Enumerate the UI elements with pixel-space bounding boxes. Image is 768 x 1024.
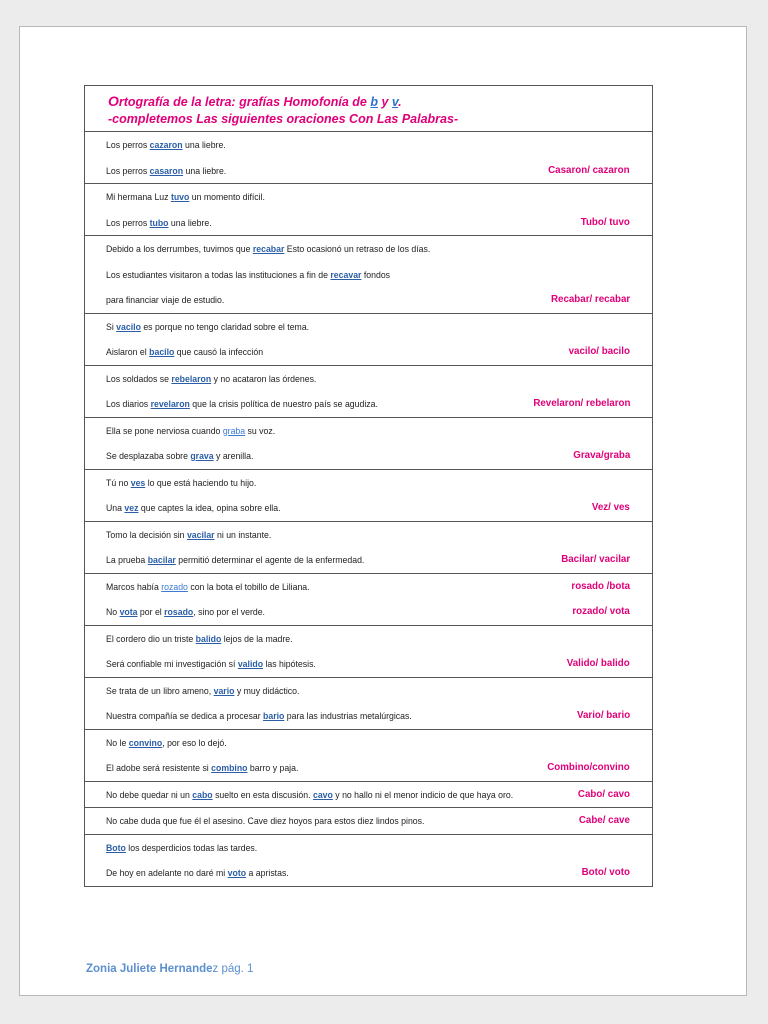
title-conjunction: y — [377, 95, 392, 109]
sentence-text: Esto ocasionó un retraso de los días. — [284, 243, 431, 254]
sentence-text: Nuestra compañía se dedica a procesar — [106, 710, 264, 721]
sentence-text: y muy didáctico. — [234, 684, 300, 696]
word-pair-label: Boto/ voto — [581, 866, 630, 878]
sentence-text: que la crisis política de nuestro país se agudiza. — [189, 398, 378, 409]
exercise-row — [85, 703, 652, 729]
sentence-text: las hipótesis. — [263, 658, 316, 669]
answer-word: recavar — [330, 268, 362, 280]
exercise-sentence — [106, 633, 293, 644]
sentence-text: permitió determinar el agente de la enfermedad. — [175, 554, 365, 565]
sentence-text: El cordero dio un triste — [106, 632, 196, 644]
exercise-row — [85, 184, 652, 210]
sentence-text: que captes la idea, opina sobre ella. — [138, 502, 281, 513]
exercise-row — [85, 651, 652, 677]
exercise-sentence — [106, 867, 289, 878]
word-pair-label: Grava/graba — [572, 449, 630, 461]
page-subtitle: -completemos Las siguientes oraciones Con Las Palabras- — [108, 112, 459, 126]
exercise-group — [84, 781, 653, 808]
answer-word: tubo — [149, 216, 169, 228]
answer-word: revelaron — [150, 398, 190, 409]
sentence-text: No debe quedar ni un — [106, 788, 193, 800]
exercise-list — [84, 131, 653, 887]
exercise-row — [85, 599, 652, 625]
answer-word: ves — [130, 476, 146, 488]
exercise-row — [85, 236, 652, 262]
sentence-text: Los perros — [106, 164, 150, 176]
sentence-text: una liebre. — [168, 216, 212, 228]
answer-word: casaron — [149, 164, 184, 176]
word-pair-label: Vez/ ves — [591, 501, 630, 513]
sentence-text: Será confiable mi investigación sí — [106, 658, 238, 669]
answer-word: cavo — [312, 788, 333, 800]
word-pair-label: Bacilar/ vacilar — [561, 553, 630, 565]
exercise-row — [85, 132, 652, 158]
exercise-group — [84, 834, 653, 887]
answer-word: vota — [119, 606, 138, 617]
sentence-text: Los diarios — [106, 398, 151, 409]
exercise-sentence — [106, 269, 390, 280]
exercise-group — [84, 183, 653, 235]
exercise-row — [85, 443, 652, 469]
word-pair-label: Cabo/ cavo — [577, 787, 630, 800]
sentence-text: lo que está haciendo tu hijo. — [145, 476, 257, 488]
exercise-row — [85, 782, 652, 808]
exercise-group — [84, 729, 653, 781]
exercise-row — [85, 210, 652, 236]
sentence-text: por el — [137, 606, 165, 617]
sentence-text: La prueba — [106, 554, 148, 565]
exercise-row — [85, 314, 652, 340]
worksheet-header — [84, 85, 653, 131]
title-letter-v: v — [391, 95, 399, 109]
exercise-sentence — [106, 346, 263, 357]
word-pair-label: rozado/ vota — [572, 605, 630, 617]
answer-word: combino — [211, 762, 248, 773]
sentence-text: No — [106, 606, 120, 617]
exercise-group — [84, 417, 653, 469]
exercise-row — [85, 366, 652, 392]
exercise-sentence — [106, 529, 271, 540]
exercise-row — [85, 626, 652, 652]
footer — [86, 963, 253, 975]
sentence-text: y arenilla. — [213, 450, 254, 461]
exercise-row — [85, 808, 652, 834]
exercise-sentence — [106, 139, 226, 150]
footer-page-number: z pág. 1 — [212, 963, 254, 975]
exercise-row — [85, 678, 652, 704]
exercise-sentence — [106, 762, 298, 773]
exercise-sentence — [106, 321, 309, 332]
sentence-text: El adobe será resistente si — [106, 762, 212, 773]
exercise-group — [84, 521, 653, 573]
sentence-text: con la bota el tobillo de Liliana. — [187, 580, 310, 592]
exercise-sentence — [106, 217, 212, 228]
answer-word: bacilo — [149, 346, 175, 357]
answer-word: rebelaron — [171, 372, 212, 384]
sentence-text: barro y paja. — [247, 762, 299, 773]
sentence-text: Mi hermana Luz — [106, 191, 171, 202]
answer-word: graba — [222, 424, 246, 436]
sentence-text: para las industrias metalúrgicas. — [284, 710, 412, 721]
exercise-row — [85, 730, 652, 756]
sentence-text: ni un instante. — [214, 528, 272, 540]
answer-word: Boto — [106, 841, 126, 853]
sentence-text: Una — [106, 502, 125, 513]
sentence-text: una liebre. — [182, 139, 226, 150]
answer-word: tuvo — [170, 191, 190, 202]
answer-word: bacilar — [147, 554, 176, 565]
exercise-row — [85, 262, 652, 288]
answer-word: valido — [237, 658, 264, 669]
word-pair-label: Vario/ bario — [576, 709, 630, 721]
exercise-row — [85, 835, 652, 861]
sentence-text: y no acataron las órdenes. — [211, 372, 317, 384]
sentence-text: su voz. — [245, 424, 276, 436]
worksheet — [84, 85, 653, 887]
sentence-text: Si — [106, 320, 117, 332]
exercise-group — [84, 131, 653, 183]
exercise-row — [85, 495, 652, 521]
exercise-sentence — [106, 606, 265, 617]
exercise-row — [85, 574, 652, 600]
answer-word: bario — [263, 710, 285, 721]
answer-word: recabar — [252, 243, 285, 254]
word-pair-label: Cabe/ cave — [578, 814, 630, 826]
exercise-group — [84, 469, 653, 521]
sentence-text: un momento difícil. — [189, 191, 265, 202]
sentence-text: Los perros — [106, 216, 150, 228]
answer-word: vacilo — [116, 320, 141, 332]
exercise-sentence — [106, 842, 257, 853]
exercise-row — [85, 287, 652, 313]
sentence-text: los desperdicios todas las tardes. — [125, 841, 258, 853]
exercise-group — [84, 677, 653, 729]
exercise-sentence — [106, 710, 412, 721]
sentence-text: , por eso lo dejó. — [162, 736, 227, 748]
exercise-sentence — [106, 477, 256, 488]
sentence-text: Ella se pone nerviosa cuando — [106, 424, 223, 436]
title-period: . — [398, 95, 402, 109]
exercise-sentence — [106, 554, 364, 565]
answer-word: cazaron — [149, 139, 183, 150]
title-text: rtografía de la letra: grafías Homofonía de — [118, 95, 371, 109]
exercise-row — [85, 391, 652, 417]
page-title — [108, 93, 652, 111]
answer-word: balido — [195, 632, 222, 644]
word-pair-label: Revelaron/ rebelaron — [532, 397, 630, 409]
exercise-group — [84, 235, 653, 313]
sentence-text: fondos — [361, 268, 391, 280]
word-pair-label: rosado /bota — [571, 579, 630, 592]
exercise-row — [85, 860, 652, 886]
sentence-text: es porque no tengo claridad sobre el tema. — [140, 320, 310, 332]
sentence-text: No le — [106, 736, 129, 748]
sentence-text: Debido a los derrumbes, tuvimos que — [106, 243, 253, 254]
answer-word: convino — [128, 736, 163, 748]
answer-word: vacilar — [186, 528, 215, 540]
sentence-text: Tomo la decisión sin — [106, 528, 187, 540]
sentence-text: Los perros — [106, 139, 150, 150]
exercise-group — [84, 807, 653, 834]
exercise-group — [84, 313, 653, 365]
sentence-text: suelto en esta discusión. — [212, 788, 313, 800]
word-pair-label: Recabar/ recabar — [550, 293, 630, 305]
sentence-text: Aislaron el — [106, 346, 150, 357]
sentence-text: Los estudiantes visitaron a todas las instituciones a fin de — [106, 268, 331, 280]
exercise-sentence — [106, 737, 227, 748]
sentence-text: Marcos había — [106, 580, 162, 592]
exercise-sentence — [106, 789, 513, 800]
title-initial: O — [108, 93, 119, 109]
answer-word: rosado — [164, 606, 194, 617]
sentence-text: que causó la infección — [174, 346, 264, 357]
exercise-sentence — [106, 165, 226, 176]
answer-word: cabo — [192, 788, 213, 800]
exercise-sentence — [106, 294, 224, 305]
word-pair-label: vacilo/ bacilo — [568, 345, 630, 357]
exercise-sentence — [106, 815, 424, 826]
sentence-text: para financiar viaje de estudio. — [106, 294, 225, 305]
exercise-sentence — [106, 581, 310, 592]
word-pair-label: Casaron/ cazaron — [548, 163, 630, 176]
exercise-row — [85, 755, 652, 781]
exercise-sentence — [106, 502, 281, 513]
exercise-sentence — [106, 450, 253, 461]
exercise-sentence — [106, 685, 299, 696]
answer-word: vario — [213, 684, 235, 696]
sentence-text: a apristas. — [246, 867, 289, 878]
exercise-sentence — [106, 191, 265, 202]
word-pair-label: Tubo/ tuvo — [580, 215, 630, 228]
exercise-row — [85, 470, 652, 496]
sentence-text: Se desplazaba sobre — [106, 450, 191, 461]
sentence-text: lejos de la madre. — [221, 632, 293, 644]
sentence-text: Los soldados se — [106, 372, 172, 384]
sentence-text: No cabe duda que fue él el asesino. Cave diez hoyos para estos diez lindos pinos. — [106, 815, 425, 826]
answer-word: grava — [190, 450, 214, 461]
answer-word: vez — [124, 502, 139, 513]
exercise-group — [84, 365, 653, 417]
exercise-row — [85, 418, 652, 444]
exercise-sentence — [106, 243, 430, 254]
title-letter-b: b — [370, 95, 378, 109]
exercise-row — [85, 158, 652, 184]
sentence-text: De hoy en adelante no daré mi — [106, 867, 228, 878]
exercise-sentence — [106, 373, 316, 384]
sentence-text: Tú no — [106, 476, 131, 488]
exercise-row — [85, 522, 652, 548]
word-pair-label: Combino/convino — [547, 761, 630, 773]
sentence-text: , sino por el verde. — [193, 606, 265, 617]
answer-word: rozado — [161, 580, 188, 592]
exercise-row — [85, 339, 652, 365]
footer-author: Zonia Juliete Hernande — [86, 963, 213, 975]
exercise-group — [84, 625, 653, 677]
exercise-row — [85, 547, 652, 573]
exercise-sentence — [106, 425, 275, 436]
sentence-text: Se trata de un libro ameno, — [106, 684, 214, 696]
exercise-sentence — [106, 398, 378, 409]
word-pair-label: Valido/ balido — [567, 657, 630, 669]
exercise-group — [84, 573, 653, 625]
answer-word: voto — [227, 867, 247, 878]
document-page — [19, 26, 747, 996]
sentence-text: una liebre. — [183, 164, 227, 176]
exercise-sentence — [106, 658, 316, 669]
sentence-text: y no hallo ni el menor indicio de que haya oro. — [332, 788, 514, 800]
